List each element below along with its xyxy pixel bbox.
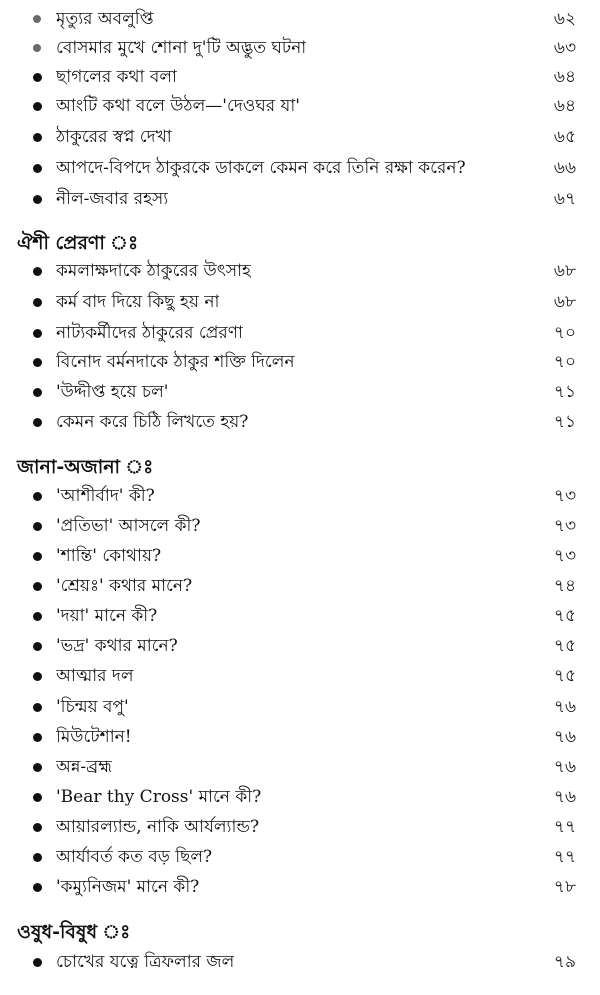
entry-title: 'আশীর্বাদ' কী? (56, 486, 155, 506)
entry-page-number: ৭৫ (553, 606, 576, 626)
toc-entry (0, 603, 600, 629)
entry-page-number: ৬৭ (553, 189, 576, 209)
toc-entry (0, 64, 600, 90)
toc-entry (0, 320, 600, 346)
entry-page-number: ৭০ (553, 352, 576, 372)
bullet-icon (33, 612, 42, 621)
bullet-icon (33, 15, 41, 23)
entry-title: কেমন করে চিঠি লিখতে হয়? (56, 412, 249, 432)
section-heading: জানা-অজানা ঃ (17, 456, 154, 478)
toc-entry (0, 694, 600, 720)
entry-page-number: ৭৩ (553, 486, 576, 506)
toc-entry (0, 814, 600, 840)
entry-title: আর্যাবর্ত কত বড় ছিল? (56, 847, 213, 867)
toc-entry (0, 543, 600, 569)
toc-entry (0, 124, 600, 150)
toc-entry (0, 155, 600, 181)
entry-page-number: ৬৩ (553, 38, 576, 58)
entry-page-number: ৭৭ (553, 817, 576, 837)
bullet-icon (33, 853, 42, 862)
entry-title: কমলাক্ষদাকে ঠাকুরের উৎসাহ (56, 261, 251, 281)
toc-entry (0, 483, 600, 509)
entry-page-number: ৭৩ (553, 516, 576, 536)
bullet-icon (33, 823, 42, 832)
toc-entry (0, 93, 600, 119)
toc-entry (0, 844, 600, 870)
toc-entry (0, 349, 600, 375)
entry-page-number: ৬৬ (553, 158, 576, 178)
toc-entry (0, 663, 600, 689)
toc-entry (0, 633, 600, 659)
entry-page-number: ৭৬ (553, 727, 576, 747)
toc-entry (0, 258, 600, 284)
entry-title: 'শ্রেয়ঃ' কথার মানে? (56, 576, 193, 596)
bullet-icon (33, 793, 42, 802)
entry-page-number: ৬৪ (553, 67, 576, 87)
bullet-icon (33, 642, 42, 651)
bullet-icon (33, 958, 42, 967)
section-heading: ঐশী প্রেরণা ঃ (17, 232, 139, 254)
toc-entry (0, 573, 600, 599)
entry-page-number: ৬৮ (553, 261, 576, 281)
entry-page-number: ৭৬ (553, 697, 576, 717)
entry-page-number: ৭৫ (553, 636, 576, 656)
entry-page-number: ৭৭ (553, 847, 576, 867)
entry-title: ঠাকুরের স্বপ্ন দেখা (56, 127, 172, 147)
toc-entry (0, 513, 600, 539)
entry-page-number: ৭৬ (553, 787, 576, 807)
entry-title: 'দয়া' মানে কী? (56, 606, 158, 626)
bullet-icon (33, 329, 42, 338)
entry-page-number: ৬৪ (553, 96, 576, 116)
bullet-icon (33, 582, 42, 591)
section-heading: ওষুধ-বিষুধ ঃ (17, 921, 131, 943)
entry-title: অন্ন-ব্রহ্ম (56, 757, 113, 777)
toc-entry (0, 874, 600, 900)
entry-title: 'ভদ্র' কথার মানে? (56, 636, 178, 656)
bullet-icon (33, 492, 42, 501)
entry-page-number: ৬২ (553, 9, 576, 29)
bullet-icon (33, 388, 42, 397)
entry-title: 'কম্যুনিজম' মানে কী? (56, 877, 200, 897)
entry-title: নাট্যকর্মীদের ঠাকুরের প্রেরণা (56, 323, 243, 343)
entry-page-number: ৬৫ (553, 127, 576, 147)
entry-page-number: ৭৮ (553, 877, 576, 897)
toc-entry (0, 379, 600, 405)
entry-page-number: ৭৯ (553, 952, 576, 972)
bullet-icon (33, 73, 42, 82)
toc-entry (0, 949, 600, 975)
entry-title: আত্মার দল (56, 666, 134, 686)
entry-title: মিউটেশান! (56, 727, 132, 747)
bullet-icon (33, 418, 42, 427)
entry-title: আপদে-বিপদে ঠাকুরকে ডাকলে কেমন করে তিনি রক্ষা করেন? (56, 158, 466, 178)
entry-title: মৃত্যুর অবলুপ্তি (56, 9, 154, 29)
entry-title: 'Bear thy Cross' মানে কী? (56, 787, 262, 807)
entry-title: নীল-জবার রহস্য (56, 189, 169, 209)
bullet-icon (33, 195, 42, 204)
entry-title: 'চিন্ময় বপু' (56, 697, 129, 717)
toc-entry (0, 754, 600, 780)
bullet-icon (33, 267, 42, 276)
entry-page-number: ৭৬ (553, 757, 576, 777)
entry-title: 'শান্তি' কোথায়? (56, 546, 162, 566)
entry-page-number: ৭১ (553, 412, 576, 432)
entry-page-number: ৭১ (553, 382, 576, 402)
toc-entry (0, 186, 600, 212)
bullet-icon (33, 552, 42, 561)
bullet-icon (33, 44, 41, 52)
entry-page-number: ৭৩ (553, 546, 576, 566)
bullet-icon (33, 672, 42, 681)
toc-entry (0, 409, 600, 435)
entry-title: বোসমার মুখে শোনা দু'টি অদ্ভুত ঘটনা (56, 38, 307, 58)
entry-title: চোখের যত্নে ত্রিফলার জল (56, 952, 235, 972)
bullet-icon (33, 133, 42, 142)
entry-title: 'উদ্দীপ্ত হয়ে চল' (56, 382, 169, 402)
bullet-icon (33, 883, 42, 892)
bullet-icon (33, 358, 42, 367)
entry-title: কর্ম বাদ দিয়ে কিছু হয় না (56, 292, 220, 312)
entry-title: ছাগলের কথা বলা (56, 67, 177, 87)
entry-page-number: ৬৮ (553, 292, 576, 312)
entry-page-number: ৭৫ (553, 666, 576, 686)
bullet-icon (33, 763, 42, 772)
bullet-icon (33, 733, 42, 742)
entry-title: আয়ারল্যান্ড, নাকি আর্যল্যান্ড? (56, 817, 260, 837)
entry-page-number: ৭৪ (553, 576, 576, 596)
toc-entry (0, 35, 600, 61)
entry-title: বিনোদ বর্মনদাকে ঠাকুর শক্তি দিলেন (56, 352, 295, 372)
toc-entry (0, 6, 600, 32)
bullet-icon (33, 703, 42, 712)
bullet-icon (33, 522, 42, 531)
bullet-icon (33, 102, 42, 111)
toc-entry (0, 289, 600, 315)
entry-page-number: ৭০ (553, 323, 576, 343)
bullet-icon (33, 298, 42, 307)
toc-entry (0, 784, 600, 810)
entry-title: আংটি কথা বলে উঠল—'দেওঘর যা' (56, 96, 300, 116)
entry-title: 'প্রতিভা' আসলে কী? (56, 516, 201, 536)
toc-entry (0, 724, 600, 750)
bullet-icon (33, 164, 42, 173)
